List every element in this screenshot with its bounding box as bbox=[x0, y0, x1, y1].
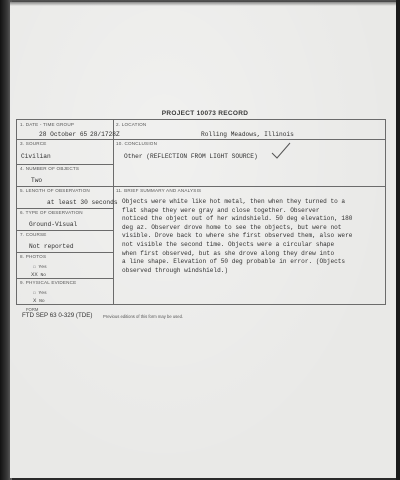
photos-label: 8. PHOTOS bbox=[20, 254, 47, 259]
footer-note: Previous editions of this form may be used. bbox=[103, 314, 184, 319]
length-of-observation-label: 5. LENGTH OF OBSERVATION bbox=[20, 188, 90, 193]
row-rule-3 bbox=[17, 186, 385, 187]
location-label: 2. LOCATION bbox=[116, 122, 147, 127]
physical-evidence-no-option bbox=[33, 297, 45, 304]
record-title: PROJECT 10073 RECORD bbox=[161, 110, 249, 117]
physical-evidence-no-mark: X bbox=[33, 297, 37, 304]
physical-evidence-yes-option bbox=[33, 291, 47, 296]
summary-line: noticed the object out of her windshield. 50 deg elevation, 180 bbox=[122, 215, 353, 223]
brief-summary-label: 11. BRIEF SUMMARY AND ANALYSIS bbox=[116, 188, 202, 193]
summary-line: not visible the second time. Objects were a circular shape bbox=[122, 240, 335, 248]
summary-line: flat shape they were gray and close together. Observer bbox=[122, 206, 320, 214]
date-time-group-label: 1. DATE - TIME GROUP bbox=[20, 122, 75, 127]
conclusion-value: Other (REFLECTION FROM LIGHT SOURCE) bbox=[124, 153, 258, 160]
row-rule-4-left bbox=[17, 208, 113, 209]
date-value: 28 October 65 bbox=[39, 131, 88, 138]
time-value: 28/1728Z bbox=[90, 131, 120, 138]
photos-yes-box: ☐ bbox=[33, 265, 36, 270]
row-rule-6-left bbox=[17, 252, 113, 253]
row-rule-5-left bbox=[17, 230, 113, 231]
physical-evidence-label: 9. PHYSICAL EVIDENCE bbox=[20, 280, 77, 285]
conclusion-label: 10. CONCLUSION bbox=[116, 141, 158, 146]
check-mark-icon bbox=[270, 141, 292, 161]
type-of-observation-value: Ground-Visual bbox=[29, 221, 78, 228]
type-of-observation-label: 6. TYPE OF OBSERVATION bbox=[20, 210, 83, 215]
course-value: Not reported bbox=[29, 243, 74, 250]
footer-form-code: FTD SEP 63 0-329 (TDE) bbox=[22, 312, 93, 319]
physical-evidence-yes-text: Yes bbox=[38, 291, 47, 296]
source-label: 3. SOURCE bbox=[20, 141, 47, 146]
physical-evidence-no-text: No bbox=[39, 299, 45, 304]
row-rule-1 bbox=[17, 139, 385, 140]
row-rule-2-left bbox=[17, 164, 113, 165]
summary-line: deg az. Observer drove home to see the objects, but were not bbox=[122, 223, 342, 231]
physical-evidence-yes-box: ☐ bbox=[33, 291, 36, 296]
summary-line: visible. Drove back to where she first observed them, also were bbox=[122, 232, 353, 240]
summary-line: Objects were white like hot metal, then when they turned to a bbox=[122, 198, 346, 205]
length-of-observation-value: at least 30 seconds bbox=[47, 199, 118, 206]
footer-form-label: FORM bbox=[26, 307, 39, 312]
summary-line: observed through windshield.) bbox=[122, 266, 229, 274]
column-divider bbox=[113, 120, 114, 304]
number-of-objects-value: Two bbox=[31, 177, 43, 184]
course-label: 7. COURSE bbox=[20, 232, 47, 237]
photos-no-option bbox=[31, 271, 46, 278]
source-value: Civilian bbox=[21, 153, 51, 160]
photos-no-text: No bbox=[40, 273, 46, 278]
summary-line: when first observed, but as she drove along they drew into bbox=[122, 249, 335, 257]
summary-line: a line shape. Elevation of 50 deg probable in error. (Objects bbox=[122, 258, 346, 266]
scan-top-streak bbox=[10, 0, 396, 6]
scan-edge-right bbox=[396, 0, 400, 480]
photos-yes-option bbox=[33, 265, 47, 270]
brief-summary-text bbox=[122, 198, 368, 275]
photos-yes-text: Yes bbox=[38, 265, 47, 270]
location-value: Rolling Meadows, Illinois bbox=[201, 131, 294, 138]
photos-no-mark: XX bbox=[31, 271, 38, 278]
number-of-objects-label: 4. NUMBER OF OBJECTS bbox=[20, 166, 80, 171]
row-rule-7-left bbox=[17, 278, 113, 279]
